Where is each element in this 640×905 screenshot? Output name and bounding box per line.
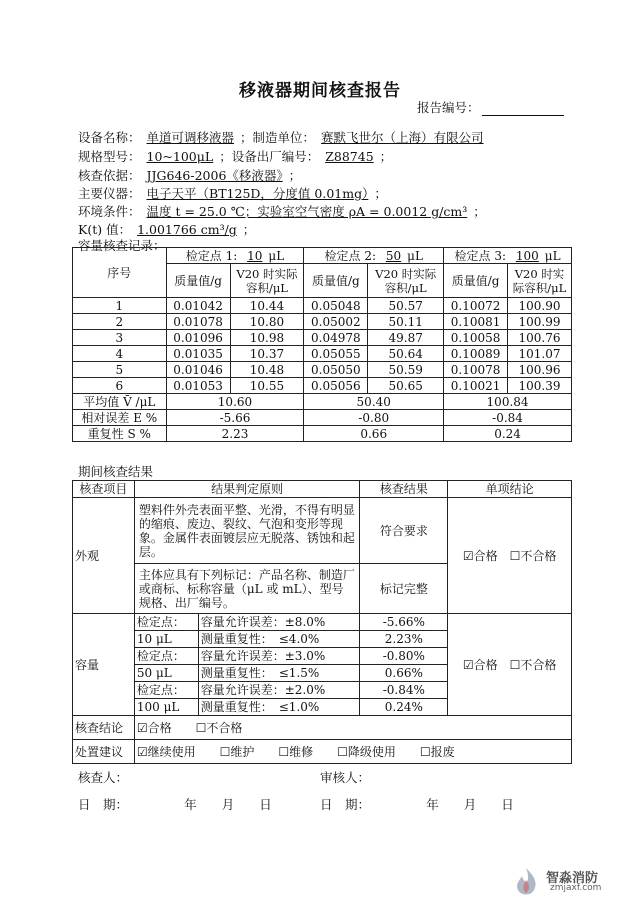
table-row [73,378,572,394]
table-cell: 4 [73,346,167,362]
text-span: ； [473,204,486,219]
table-cell: 50.65 [368,378,444,394]
text-span: 温度 t = 25.0 ℃；实验室空气密度 ρA = 0.0012 g/cm³ [146,204,468,219]
table-cell: 重复性 S % [73,426,167,442]
conclusion-label: 核查结论 [73,716,135,740]
table-cell: -0.80% [360,648,448,665]
text-span: 10~100μL [146,149,214,164]
table-cell: -5.66 [166,410,304,426]
table-cell: 10.80 [230,314,304,330]
table-cell: 100.96 [508,362,572,378]
table-cell: 0.10089 [444,346,508,362]
disposal-label: 处置建议 [73,740,135,764]
text-span: ； [242,222,256,237]
table-cell: 检定点： [134,614,198,631]
table-cell: 检定点： [134,682,198,699]
table-cell: 结果判定原则 [134,481,360,498]
appearance-result-2: 标记完整 [360,564,448,614]
table-cell: 10.98 [230,330,304,346]
text-span: μL [268,248,285,263]
table-cell: 0.05056 [304,378,368,394]
table-cell: 100.84 [444,394,572,410]
table-cell: 相对误差 E % [73,410,167,426]
table-cell: 0.24% [360,699,448,716]
table-cell: 0.10058 [444,330,508,346]
text-span: 报告编号： [417,100,480,115]
table-cell: 核查项目 [73,481,135,498]
table-row [73,298,572,314]
report-number [417,98,564,116]
text-span: μL [544,248,561,263]
text-span: Z88745 [325,149,374,164]
table-row [73,362,572,378]
table-cell: 0.05002 [304,314,368,330]
appearance-label: 外观 [73,498,135,614]
table-cell: -0.84% [360,682,448,699]
table-cell: 容量允许误差：±8.0% [198,614,360,631]
table-cell: 0.01053 [166,378,230,394]
table-cell: -0.80 [304,410,444,426]
table-cell: 5 [73,362,167,378]
table-cell: 10.60 [166,394,304,410]
table-cell: 10.55 [230,378,304,394]
table-cell: 单项结论 [448,481,572,498]
checker-label: 核查人： [78,770,129,785]
mass-header: 质量值/g [166,264,230,298]
repeatability-row [73,426,572,442]
table-cell: 50.64 [368,346,444,362]
text-span: K(t) 值： [78,222,132,237]
text-span: 检定点 1: [185,248,238,263]
table-cell: 1 [73,298,167,314]
table-cell: 100.90 [508,298,572,314]
table-cell: 2.23 [166,426,304,442]
table-cell: 0.10078 [444,362,508,378]
table-cell: 0.05048 [304,298,368,314]
flame-logo-icon [508,866,544,898]
table-cell: 0.10021 [444,378,508,394]
text-span: 检定点 2: [324,248,377,263]
table-cell: 0.66 [304,426,444,442]
point3-header [444,248,572,264]
table-cell: 0.05050 [304,362,368,378]
watermark-url: zmjaxf.com [550,883,602,893]
table-cell: 49.87 [368,330,444,346]
table-cell: 101.07 [508,346,572,362]
table-row [73,330,572,346]
text-span: 设备名称： [78,130,141,145]
conclusion-value: ☑合格 ☐不合格 [134,716,571,740]
table-cell: 100.99 [508,314,572,330]
point1-header [166,248,304,264]
table-cell: 0.01046 [166,362,230,378]
table-cell: 0.66% [360,665,448,682]
instrument-row [78,186,387,202]
mass-header: 质量值/g [304,264,368,298]
watermark [506,865,632,899]
table-cell: 50.59 [368,362,444,378]
text-span: 核查依据： [78,168,141,183]
text-span: ；设备出厂编号： [219,149,320,164]
table-row [73,314,572,330]
table-cell: -5.66% [360,614,448,631]
reviewer-date: 日 期： 年 月 日 [320,797,514,812]
table-cell: 测量重复性： ≤1.5% [198,665,360,682]
text-span: ； [379,149,393,164]
capacity-record-label: 容量核查记录： [78,238,166,253]
basis-row [78,168,301,184]
average-row [73,394,572,410]
table-cell: 2.23% [360,631,448,648]
table-cell: 平均值 V̄ /μL [73,394,167,410]
table-cell: 50.57 [368,298,444,314]
table-cell: 100.39 [508,378,572,394]
table-cell: 检定点： [134,648,198,665]
text-span: 电子天平（BT125D，分度值 0.01mg） [146,186,369,201]
table-cell: 0.01096 [166,330,230,346]
table-cell: 核查结果 [360,481,448,498]
reviewer-label: 审核人： [320,770,371,785]
text-span: ； [374,186,387,201]
text-span: ；制造单位： [240,130,316,145]
capacity-label: 容量 [73,614,135,716]
table-cell: 0.01042 [166,298,230,314]
table-cell: 10.37 [230,346,304,362]
environment-row [78,204,486,220]
table-cell: 100 μL [134,699,198,716]
results-label: 期间核查结果 [78,464,154,479]
table-cell: 容量允许误差：±2.0% [198,682,360,699]
text-span: 1.001766 cm³/g [137,222,237,237]
text-span: 单道可调移液器 [146,130,235,145]
table-cell: 100.76 [508,330,572,346]
text-span: 环境条件： [78,204,141,219]
table-cell: 10.44 [230,298,304,314]
text-span: 10 [247,248,263,263]
text-span: 100 [515,248,539,263]
table-cell: 0.24 [444,426,572,442]
table-cell: 0.10072 [444,298,508,314]
text-span: 规格型号： [78,149,141,164]
disposal-value: ☑继续使用 ☐维护 ☐维修 ☐降级使用 ☐报废 [134,740,571,764]
appearance-conclusion: ☑合格 ☐不合格 [448,498,572,614]
table-cell: 0.05055 [304,346,368,362]
checker-date: 日 期： 年 月 日 [78,797,272,812]
table-cell: 0.01078 [166,314,230,330]
relative-error-row [73,410,572,426]
text-span: 主要仪器： [78,186,141,201]
table-cell: 6 [73,378,167,394]
text-span: 50 [385,248,402,263]
table-cell: 10.48 [230,362,304,378]
table-cell: 50.40 [304,394,444,410]
report-number-blank [482,103,564,116]
table-cell: 10 μL [134,631,198,648]
seq-header: 序号 [73,248,167,298]
text-span: ； [288,168,302,183]
capacity-record-table [72,247,572,442]
table-cell: 2 [73,314,167,330]
table-cell: 50 μL [134,665,198,682]
watermark-brand: 智淼消防 [546,871,599,886]
page-title: 移液器期间核查报告 [239,81,401,101]
table-cell: 0.01035 [166,346,230,362]
table-cell: -0.84 [444,410,572,426]
volume-header: V20 时实际容积/μL [368,264,444,298]
device-name-row [78,130,490,146]
capacity-conclusion: ☑合格 ☐不合格 [448,614,572,716]
table-cell: 0.10081 [444,314,508,330]
text-span: 检定点 3: [454,248,507,263]
table-row [73,346,572,362]
table-cell: 测量重复性： ≤4.0% [198,631,360,648]
text-span: 赛默飞世尔（上海）有限公司 [321,130,484,145]
table-cell: 50.11 [368,314,444,330]
check-results-table [72,480,572,764]
table-cell: 0.04978 [304,330,368,346]
model-row [78,149,392,165]
volume-header: V20 时实际容积/μL [508,264,572,298]
appearance-result-1: 符合要求 [360,498,448,564]
volume-header: V20 时实际容积/μL [230,264,304,298]
mass-header: 质量值/g [444,264,508,298]
appearance-rule-1: 塑料件外壳表面平整、光滑，不得有明显的缩痕、废边、裂纹、气泡和变形等现象。金属件表面镀层应无脱落、锈蚀和起层。 [134,498,360,564]
table-cell: 测量重复性： ≤1.0% [198,699,360,716]
point2-header [304,248,444,264]
text-span: JJG646-2006《移液器》 [146,168,283,183]
table-cell: 3 [73,330,167,346]
text-span: μL [407,248,423,263]
table-cell: 容量允许误差：±3.0% [198,648,360,665]
appearance-rule-2: 主体应具有下列标记：产品名称、制造厂或商标、标称容量（μL 或 mL）、型号规格、出厂编号。 [134,564,360,614]
